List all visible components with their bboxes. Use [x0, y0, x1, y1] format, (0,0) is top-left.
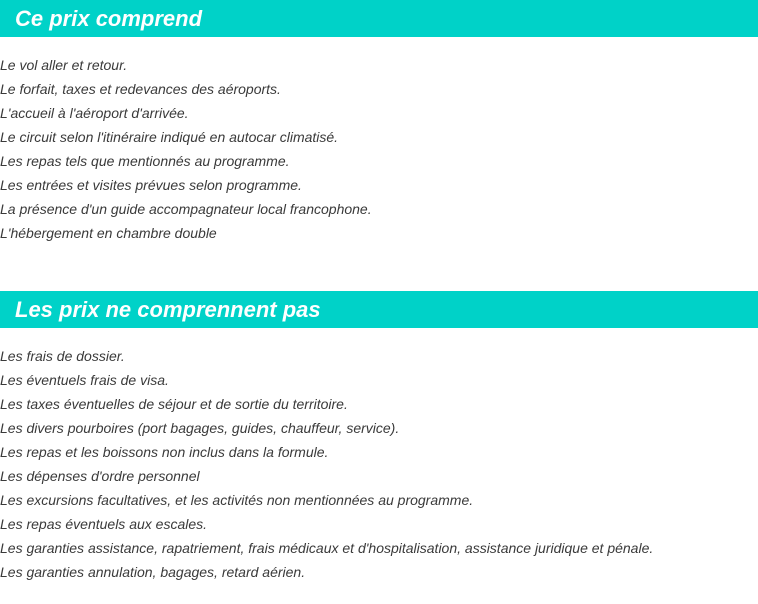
list-item: Les excursions facultatives, et les activités non mentionnées au programme. [0, 492, 474, 508]
list-item: Les garanties annulation, bagages, retard aérien. [0, 564, 306, 580]
list-item: Les entrées et visites prévues selon programme. [0, 177, 302, 193]
list-item: Le vol aller et retour. [0, 57, 128, 73]
list-item: Les repas tels que mentionnés au programme. [0, 153, 290, 169]
excluded-list [0, 328, 758, 584]
included-section [0, 0, 758, 245]
list-item: Les repas et les boissons non inclus dans la formule. [0, 444, 329, 460]
list-item: Le circuit selon l'itinéraire indiqué en autocar climatisé. [0, 129, 339, 145]
list-item: L'accueil à l'aéroport d'arrivée. [0, 105, 189, 121]
list-item: La présence d'un guide accompagnateur local francophone. [0, 201, 372, 217]
list-item: Les divers pourboires (port bagages, guides, chauffeur, service). [0, 420, 400, 436]
list-item: Les repas éventuels aux escales. [0, 516, 208, 532]
excluded-section [0, 291, 758, 584]
included-header-band [0, 0, 758, 37]
excluded-header-band [0, 291, 758, 328]
list-item: Les éventuels frais de visa. [0, 372, 169, 388]
list-item: Les dépenses d'ordre personnel [0, 468, 200, 484]
list-item: Les frais de dossier. [0, 348, 125, 364]
list-item: Les taxes éventuelles de séjour et de sortie du territoire. [0, 396, 348, 412]
list-item: Les garanties assistance, rapatriement, frais médicaux et d'hospitalisation, assistance juridique et pénale. [0, 540, 654, 556]
list-item: L'hébergement en chambre double [0, 225, 217, 241]
included-list [0, 37, 758, 245]
included-title: Ce prix comprend [15, 5, 203, 31]
excluded-title: Les prix ne comprennent pas [15, 296, 321, 322]
list-item: Le forfait, taxes et redevances des aéroports. [0, 81, 281, 97]
